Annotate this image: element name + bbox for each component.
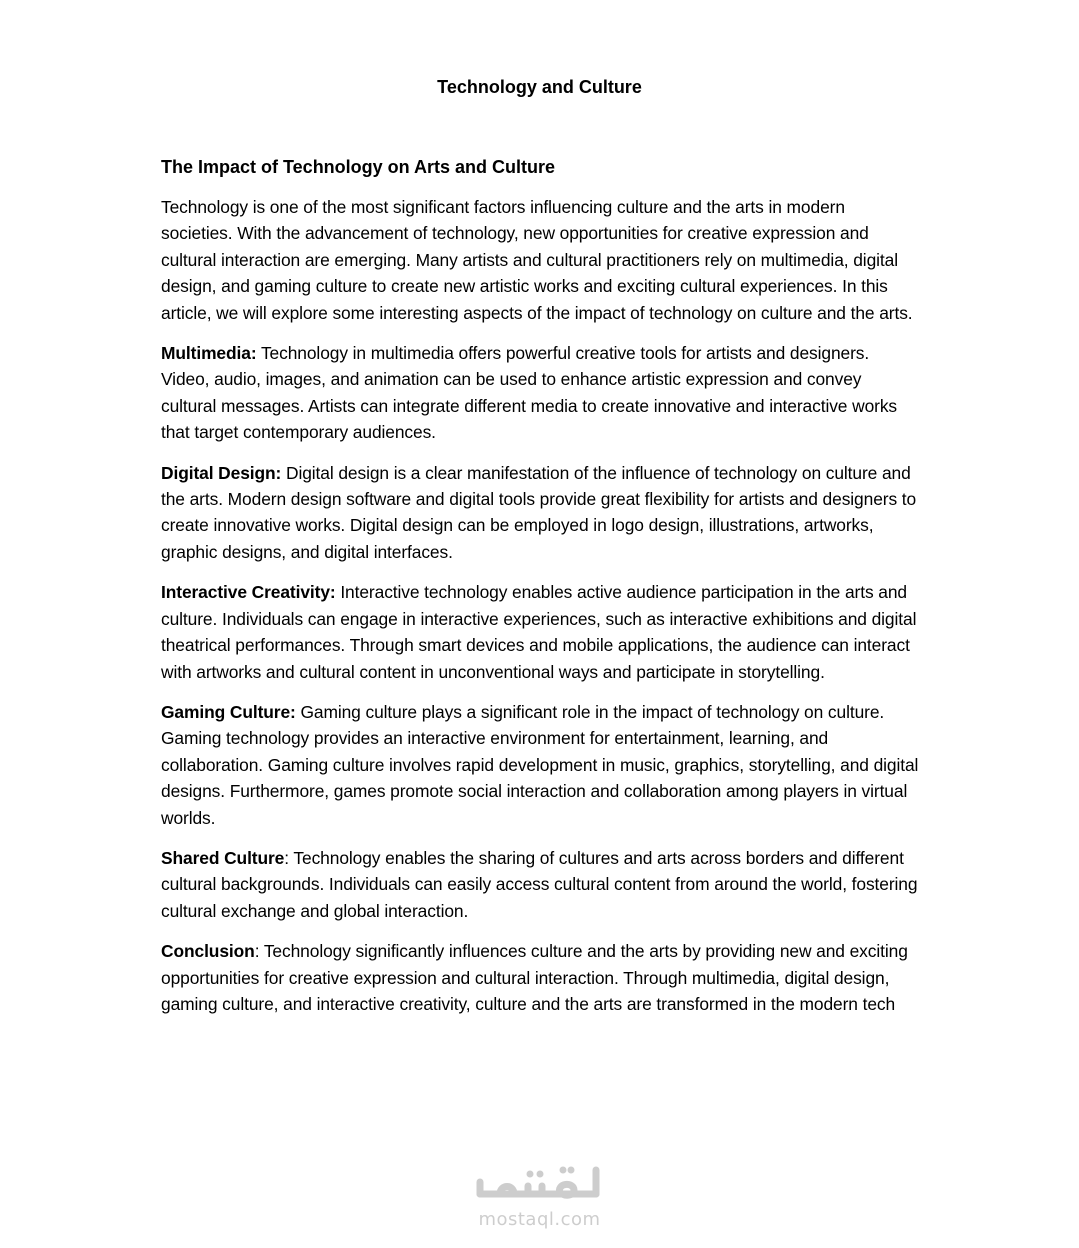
paragraph-conclusion (161, 938, 921, 1017)
mostaql-logo-icon (470, 1160, 610, 1204)
text-digital-design: Digital design is a clear manifestation of the influence of technology on culture and the arts. Modern design software and digital tools provide great flexibility for artists and designers to create innovative works. Digital design can be employed in logo design, illustrations, artworks, graphic designs, and digital interfaces. (161, 462, 917, 562)
paragraph-interactive-creativity (161, 579, 921, 685)
term-gaming-culture: Gaming Culture: (161, 701, 296, 722)
text-multimedia: Technology in multimedia offers powerful creative tools for artists and designers. Video, audio, images, and animation can be used to enhance artistic expression and convey cultural messages. Artists can integrate different media to create innovative and interactive works that target contemporary audiences. (161, 343, 898, 443)
section-heading: The Impact of Technology on Arts and Culture (161, 157, 556, 177)
paragraph-gaming-culture (161, 699, 921, 831)
term-conclusion: Conclusion (161, 941, 255, 962)
text-interactive-creativity: Interactive technology enables active audience participation in the arts and culture. Individuals can engage in interactive experiences, such as interactive exhibitions and digital theatrical performances. Through smart devices and mobile applications, the audience can interact with artworks and cultural content in unconventional ways and participate in storytelling. (161, 582, 917, 682)
term-shared-culture: Shared Culture (161, 847, 285, 868)
paragraph-digital-design (161, 460, 921, 566)
term-digital-design: Digital Design: (161, 462, 282, 483)
document-title: Technology and Culture (437, 77, 642, 97)
mostaql-watermark (0, 1160, 1079, 1230)
paragraph-shared-culture (161, 845, 921, 924)
document-body (161, 154, 921, 1031)
text-shared-culture: : Technology enables the sharing of cultures and arts across borders and different cultural backgrounds. Individuals can easily access cultural content from around the world, fostering cultural exchange and global interaction. (161, 847, 918, 921)
text-gaming-culture: Gaming culture plays a significant role in the impact of technology on culture. Gaming technology provides an interactive environment for entertainment, learning, and collaboration. Gaming culture involves rapid development in music, graphics, storytelling, and digital designs. Furthermore, games promote social interaction and collaboration among players in virtual worlds. (161, 701, 919, 828)
intro-paragraph: Technology is one of the most significant factors influencing culture and the arts in modern societies. With the advancement of technology, new opportunities for creative expression and cultural interaction are emerging. Many artists and cultural practitioners rely on multimedia, digital design, and gaming culture to create new artistic works and exciting cultural experiences. In this article, we will explore some interesting aspects of the impact of technology on culture and the arts. (161, 197, 913, 323)
term-multimedia: Multimedia: (161, 343, 257, 364)
paragraph-multimedia (161, 340, 921, 446)
text-conclusion: : Technology significantly influences culture and the arts by providing new and exciting opportunities for creative expression and cultural interaction. Through multimedia, digital design, gaming culture, and interactive creativity, culture and the arts are transformed in the modern tech (161, 941, 908, 1014)
term-interactive-creativity: Interactive Creativity: (161, 582, 336, 603)
watermark-site: mostaql.com (478, 1209, 601, 1230)
